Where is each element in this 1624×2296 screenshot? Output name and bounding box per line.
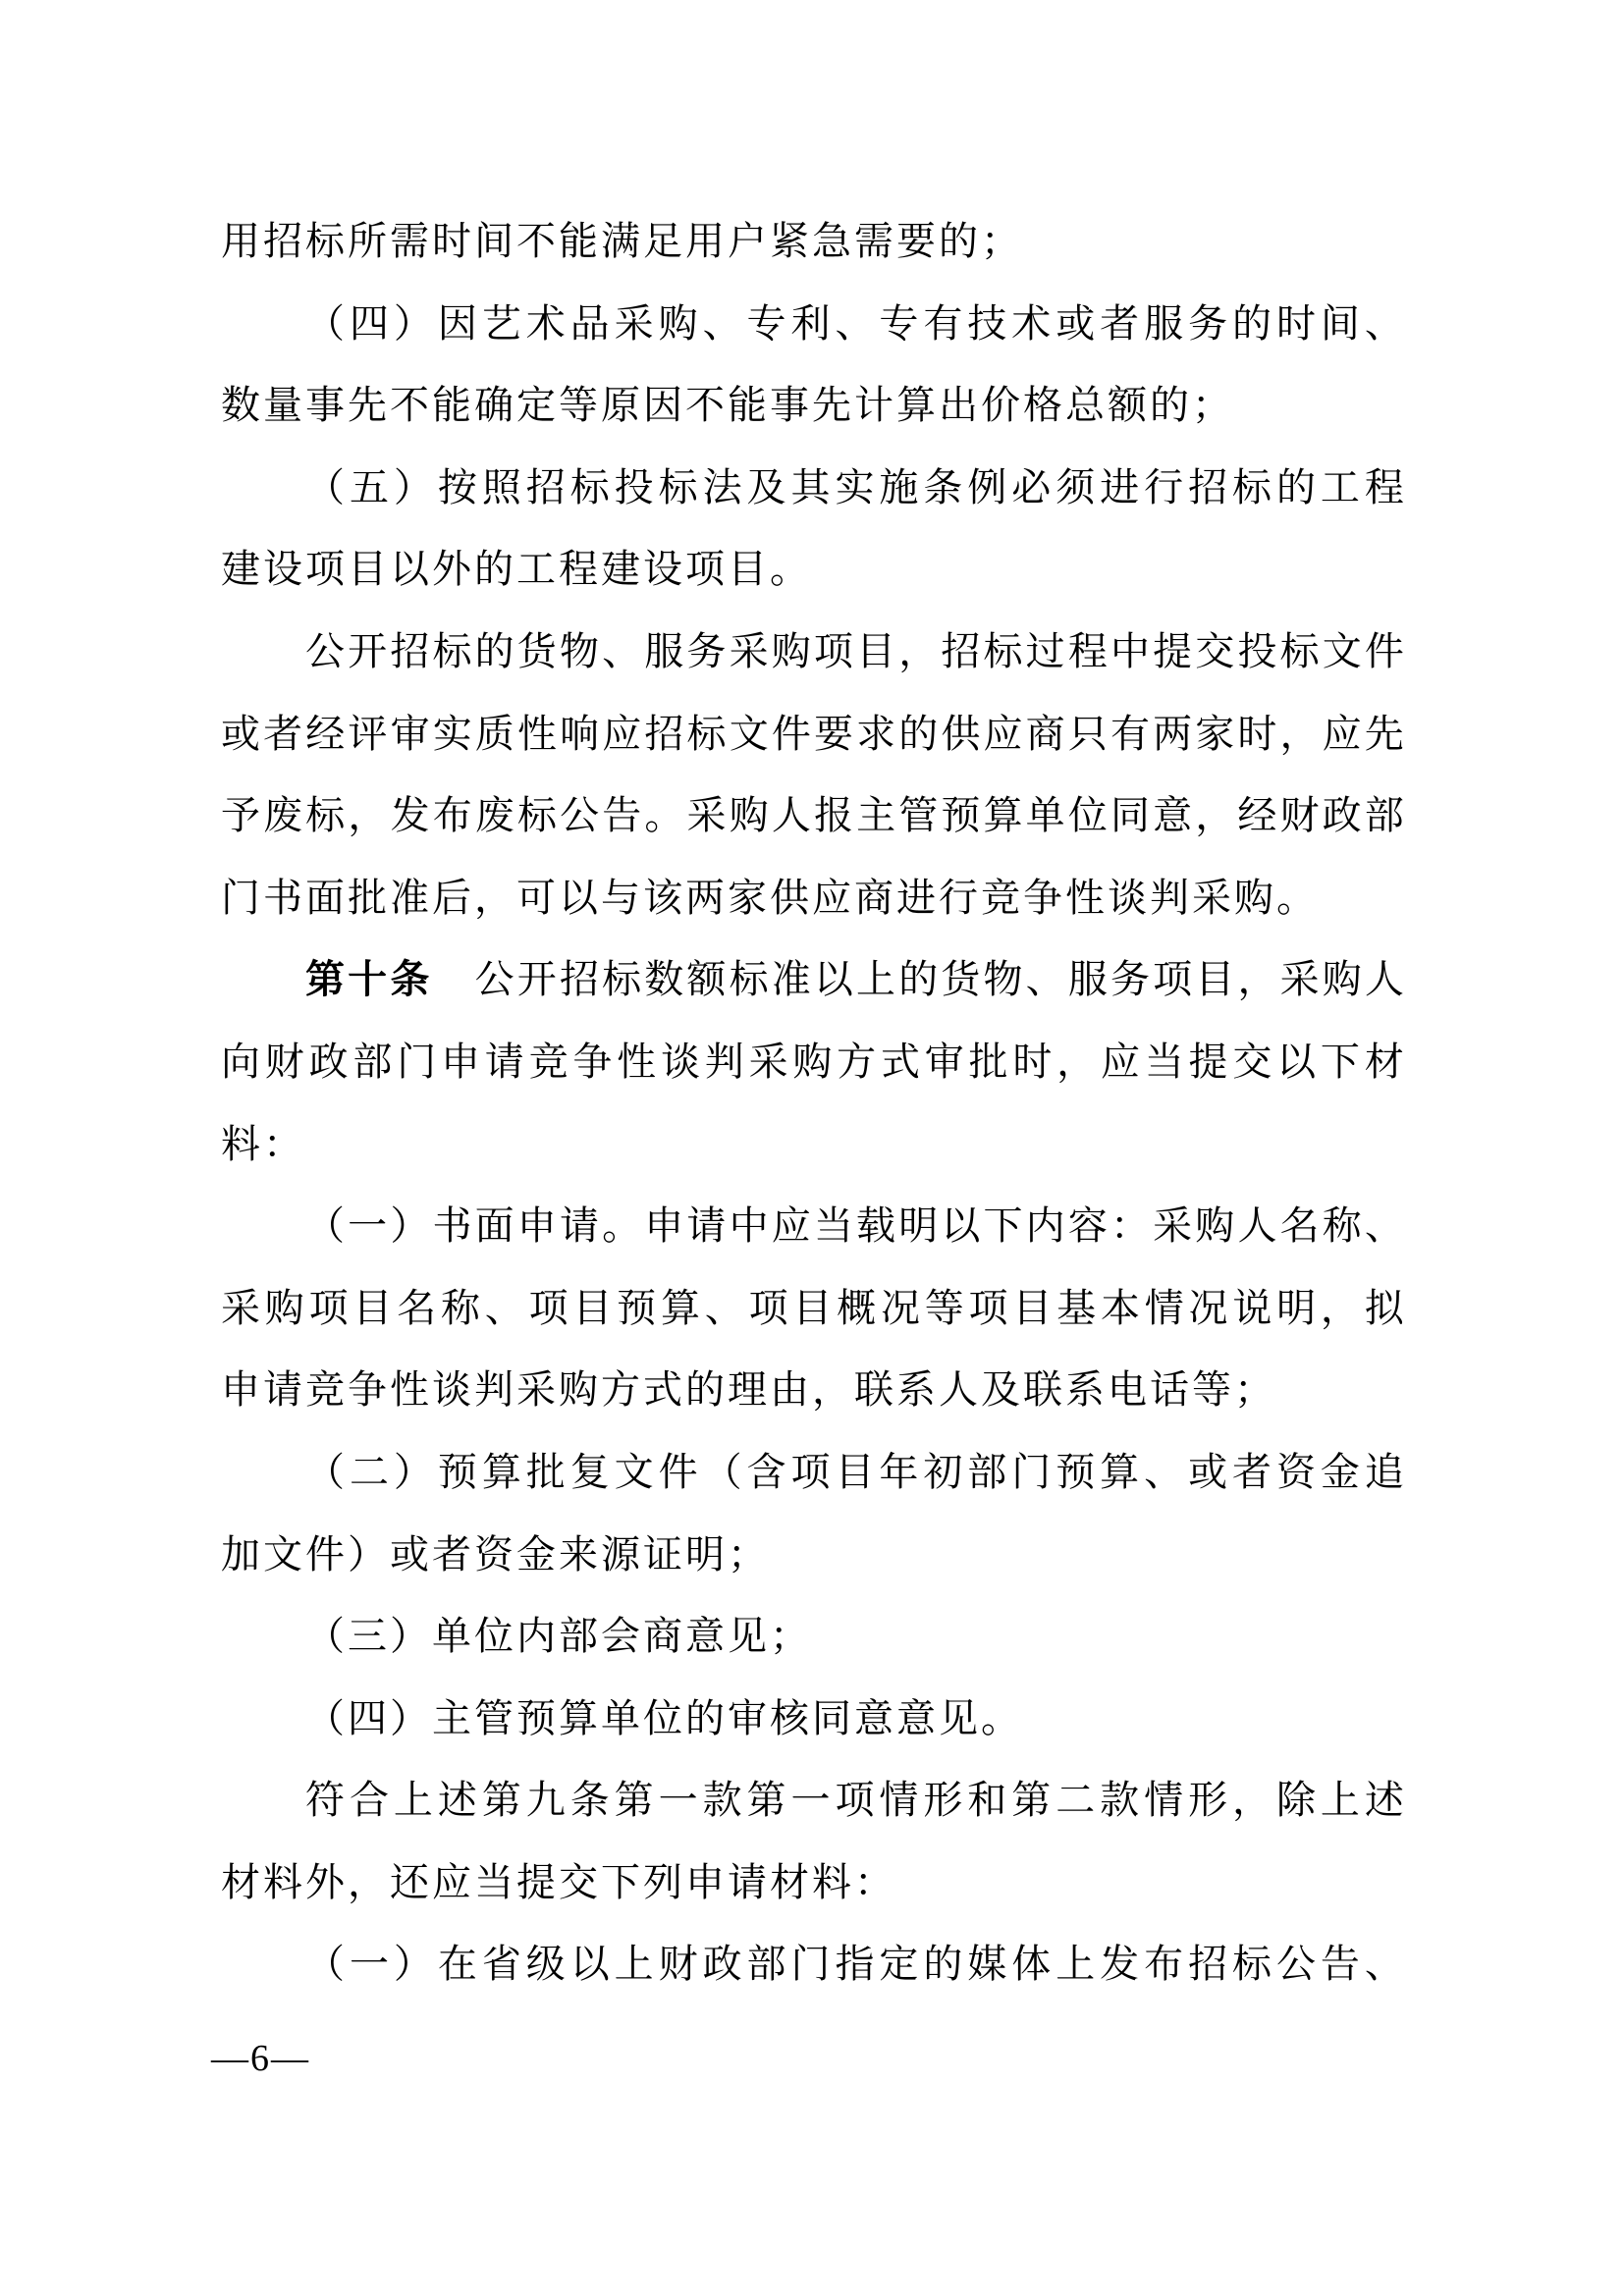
text-line: 公 开 招 标 的 货 物 、 服 务 采 购 项 目 ， 招 标 过 程 中 提 交 投 标 文 件 bbox=[305, 628, 1404, 673]
page-number: —6— bbox=[211, 2038, 310, 2079]
text-line: （三）单位内部会商意见； bbox=[305, 1614, 812, 1659]
text-line: 向 财 政 部 门 申 请 竞 争 性 谈 判 采 购 方 式 审 批 时 ， 应 当 提 交 以 下 材 bbox=[221, 1039, 1404, 1084]
text-line: 或 者 经 评 审 实 质 性 响 应 招 标 文 件 要 求 的 供 应 商 只 有 两 家 时 ， 应 先 bbox=[221, 711, 1404, 756]
text-line: 第 十 条 公 开 招 标 数 额 标 准 以 上 的 货 物 、 服 务 项 目 ， 采 购 人 bbox=[305, 957, 1404, 1002]
text-line: （ 一 ） 在 省 级 以 上 财 政 部 门 指 定 的 媒 体 上 发 布 招 标 公 告 、 bbox=[305, 1942, 1404, 1987]
text-column bbox=[221, 200, 1404, 2005]
text-line: （ 五 ） 按 照 招 标 投 标 法 及 其 实 施 条 例 必 须 进 行 招 标 的 工 程 bbox=[305, 464, 1404, 509]
text-line: 料： bbox=[221, 1121, 305, 1166]
text-line: 门书面批准后，可以与该两家供应商进行竞争性谈判采购。 bbox=[221, 875, 1319, 920]
text-line: 予 废 标 ， 发 布 废 标 公 告 。 采 购 人 报 主 管 预 算 单 位 同 意 ， 经 财 政 部 bbox=[221, 793, 1404, 838]
text-line: 材料外，还应当提交下列申请材料： bbox=[221, 1859, 896, 1904]
text-line: （四）主管预算单位的审核同意意见。 bbox=[305, 1695, 1023, 1740]
text-line: 用招标所需时间不能满足用户紧急需要的； bbox=[221, 219, 1023, 263]
text-line: 数量事先不能确定等原因不能事先计算出价格总额的； bbox=[221, 383, 1234, 428]
text-line: 符 合 上 述 第 九 条 第 一 款 第 一 项 情 形 和 第 二 款 情 形 ， 除 上 述 bbox=[305, 1778, 1404, 1823]
text-line: 加文件）或者资金来源证明； bbox=[221, 1531, 770, 1576]
text-line: 采 购 项 目 名 称 、 项 目 预 算 、 项 目 概 况 等 项 目 基 本 情 况 说 明 ， 拟 bbox=[221, 1285, 1404, 1330]
text-line: 申请竞争性谈判采购方式的理由，联系人及联系电话等； bbox=[221, 1367, 1276, 1413]
text-line: （ 四 ） 因 艺 术 品 采 购 、 专 利 、 专 有 技 术 或 者 服 务 的 时 间 、 bbox=[305, 300, 1404, 346]
text-line: 建设项目以外的工程建设项目。 bbox=[221, 547, 812, 592]
text-line: （ 二 ） 预 算 批 复 文 件 （ 含 项 目 年 初 部 门 预 算 、 或 者 资 金 追 bbox=[305, 1449, 1404, 1494]
text-line: （ 一 ） 书 面 申 请 。 申 请 中 应 当 载 明 以 下 内 容 ： 采 购 人 名 称 、 bbox=[305, 1203, 1404, 1249]
